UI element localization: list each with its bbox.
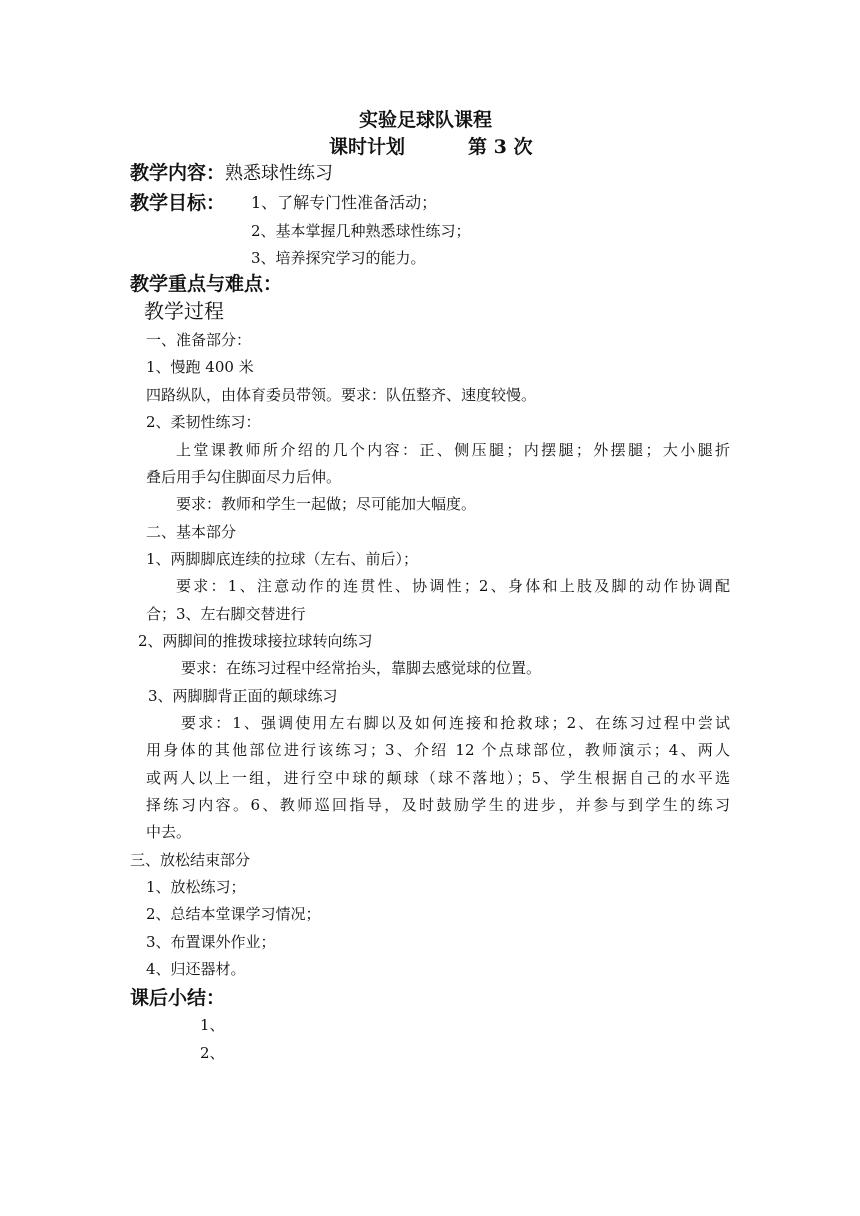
part3-item2: 2、总结本堂课学习情况； — [146, 905, 321, 923]
teaching-content-value: 熟悉球性练习 — [225, 163, 334, 184]
part2-item3-req-line2: 用身体的其他部位进行该练习；3、介绍 12 个点球部位，教师演示；4、两人 — [146, 741, 730, 759]
teaching-process-label: 教学过程 — [144, 299, 224, 323]
post-class-summary-label: 课后小结： — [130, 987, 226, 1009]
part2-item3-req-line3: 或两人以上一组，进行空中球的颠球（球不落地）；5、学生根据自己的水平选 — [146, 769, 730, 787]
teaching-goals-label: 教学目标： — [130, 192, 226, 214]
part2-item3-req-line4: 择练习内容。6、教师巡回指导，及时鼓励学生的进步，并参与到学生的练习 — [146, 796, 730, 814]
lesson-number: 第 3 次 — [468, 136, 533, 158]
part2-item3: 3、两脚脚背正面的颠球练习 — [148, 687, 338, 705]
part1-item2-req: 要求：教师和学生一起做；尽可能加大幅度。 — [176, 495, 477, 513]
part3-item1: 1、放松练习； — [146, 878, 246, 896]
part2-item2: 2、两脚间的推拨球接拉球转向练习 — [138, 632, 373, 650]
goal-item-2: 2、基本掌握几种熟悉球性练习； — [251, 222, 471, 240]
part1-item2-desc-line1: 上堂课教师所介绍的几个内容：正、侧压腿；内摆腿；外摆腿；大小腿折 — [176, 441, 730, 459]
summary-item-2: 2、 — [200, 1044, 225, 1062]
part3-heading: 三、放松结束部分 — [130, 851, 251, 869]
part1-item1-desc: 四路纵队，由体育委员带领。要求：队伍整齐、速度较慢。 — [146, 386, 537, 404]
part1-item2: 2、柔韧性练习： — [146, 413, 261, 431]
part2-item3-req-line1: 要求：1、强调使用左右脚以及如何连接和抢救球；2、在练习过程中尝试 — [181, 714, 730, 732]
key-points-label: 教学重点与难点： — [130, 273, 283, 295]
teaching-content-row — [130, 161, 333, 186]
part1-item1: 1、慢跑 400 米 — [146, 358, 254, 376]
teaching-content-label: 教学内容： — [130, 162, 226, 184]
part1-item2-desc-line2: 叠后用手勾住脚面尽力后伸。 — [146, 468, 342, 486]
goal-item-3: 3、培养探究学习的能力。 — [251, 249, 426, 267]
summary-item-1: 1、 — [200, 1016, 225, 1034]
document-title: 实验足球队课程 — [359, 109, 493, 131]
lesson-plan-label: 课时计划 — [329, 136, 406, 158]
part2-item1-req-line2: 合；3、左右脚交替进行 — [146, 605, 306, 623]
part2-item3-req-line5: 中去。 — [146, 823, 192, 841]
part2-heading: 二、基本部分 — [146, 523, 237, 541]
part3-item3: 3、布置课外作业； — [146, 933, 276, 951]
part2-item1: 1、两脚脚底连续的拉球（左右、前后）； — [146, 550, 419, 568]
part1-heading: 一、准备部分： — [146, 331, 252, 349]
part3-item4: 4、归还器材。 — [146, 960, 246, 978]
part2-item2-req: 要求：在练习过程中经常抬头，靠脚去感觉球的位置。 — [181, 659, 542, 677]
part2-item1-req-line1: 要求：1、注意动作的连贯性、协调性；2、身体和上肢及脚的动作协调配 — [176, 577, 730, 595]
goal-item-1: 1、了解专门性准备活动； — [251, 193, 438, 212]
